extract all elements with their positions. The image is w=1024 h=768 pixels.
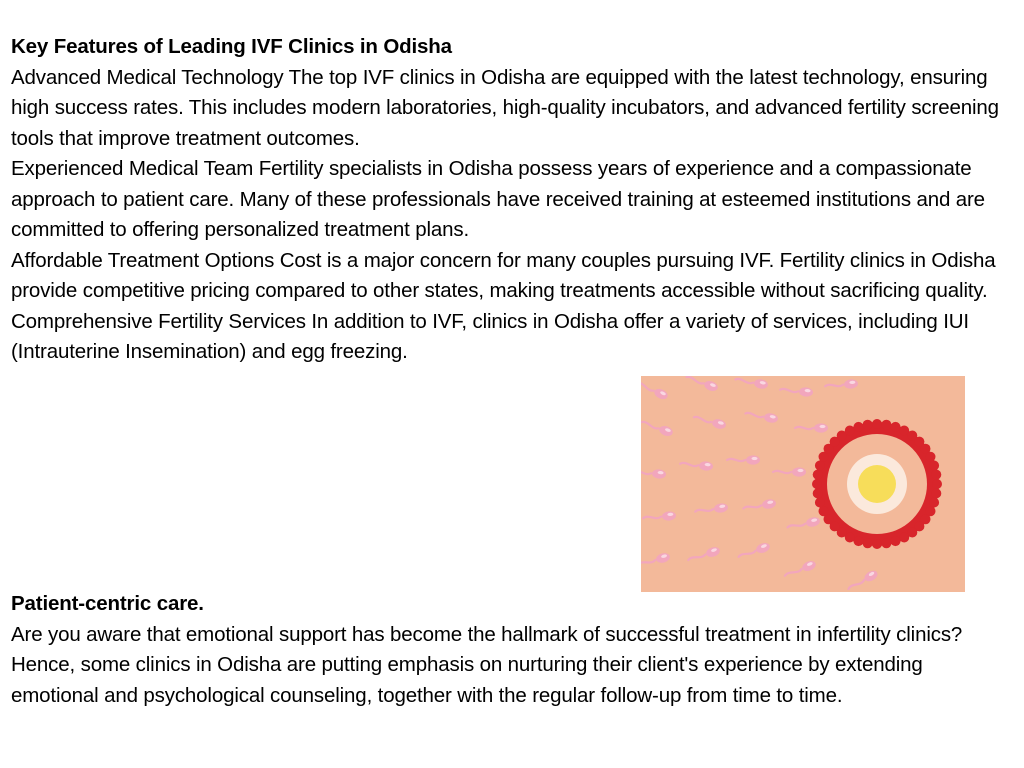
sperm-and-egg-illustration (641, 376, 965, 592)
sperm-cell-icon (737, 541, 771, 561)
sperm-cell-icon (735, 376, 769, 390)
section-heading: Patient-centric care. (11, 592, 204, 615)
sperm-cell-icon (641, 552, 671, 569)
sperm-cell-icon (727, 455, 760, 464)
sperm-cell-icon (780, 385, 814, 397)
sperm-cell-icon (795, 423, 828, 432)
sperm-cell-icon (743, 498, 777, 513)
sperm-cell-icon (680, 459, 714, 471)
sperm-cell-icon (695, 502, 729, 516)
sperm-cell-icon (745, 409, 779, 424)
sperm-cell-icon (687, 545, 721, 564)
paragraph-medical-team: Experienced Medical Team Fertility specialists in Odisha possess years of experience and a compassionate approach to patient care. Many of these professionals have received training at esteemed institutions and are committed to offering personalized treatment plans. (11, 157, 985, 241)
paragraph-comprehensive-services: Comprehensive Fertility Services In addition to IVF, clinics in Odisha offer a variety of services, including IUI (Intrauterine Insemination) and egg freezing. (11, 309, 969, 363)
sperm-cell-icon (641, 418, 674, 438)
sperm-cell-icon (783, 559, 817, 580)
sperm-cell-icon (693, 413, 727, 430)
section-heading: Key Features of Leading IVF Clinics in Odisha (11, 35, 452, 58)
sperm-cell-icon (787, 516, 821, 532)
sperm-cell-icon (825, 379, 859, 391)
paragraph-affordable-options: Affordable Treatment Options Cost is a major concern for many couples pursuing IVF. Fertility clinics in Odisha provide competitive pricing compared to other states, making treatments accessible without sacrificing quality. (11, 248, 996, 302)
sperm-cell-icon (643, 511, 677, 523)
sperm-cell-icon (773, 467, 806, 476)
sperm-cell-icon (641, 467, 666, 479)
sperm-cell-icon (685, 376, 719, 393)
section-patient-care (11, 589, 1001, 711)
section-key-features (11, 32, 1011, 368)
paragraph-medical-technology: Advanced Medical Technology The top IVF clinics in Odisha are equipped with the latest technology, ensuring high success rates. This includes modern laboratories, high-quality incubators, and advanced fertility screening tools that improve treatment outcomes. (11, 65, 999, 150)
sperm-cell-icon (641, 379, 669, 401)
egg-core-icon (858, 465, 896, 503)
paragraph-patient-care: Are you aware that emotional support has become the hallmark of successful treatment in infertility clinics? Hence, some clinics in Odisha are putting emphasis on nurturing their client's experience by extending emotional and psychological counseling, together with the regular follow-up from time to time. (11, 622, 963, 707)
